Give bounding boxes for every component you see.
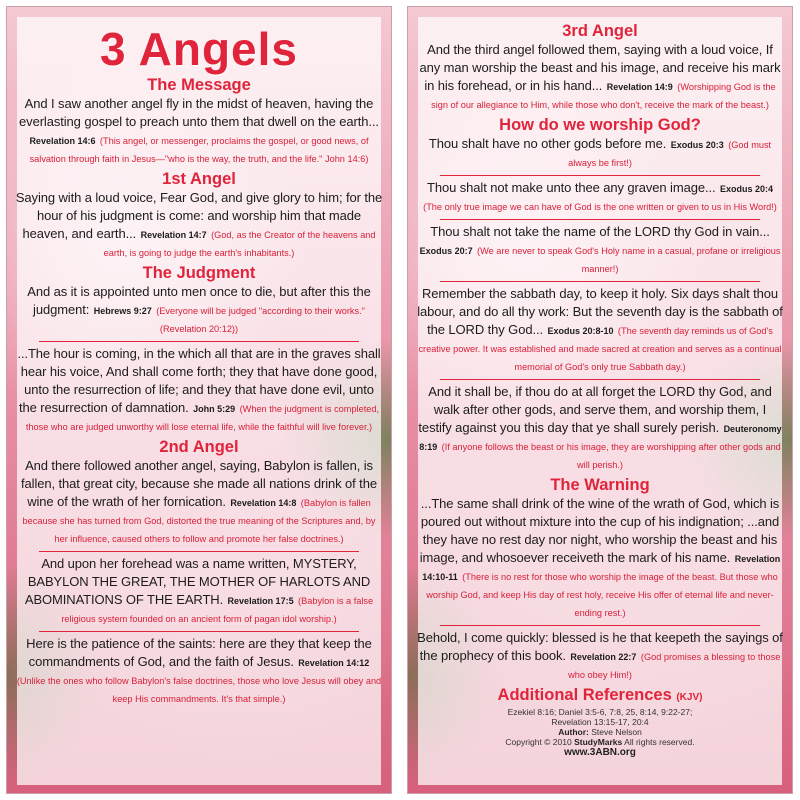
verse-reference: Revelation 14:12 <box>298 658 370 668</box>
author-line <box>416 727 784 737</box>
left-content <box>7 17 391 707</box>
verse-text: Thou shalt not take the name of the LORD thy God in vain... <box>430 224 770 239</box>
section-angel-1 <box>15 189 383 261</box>
copyright-text: Copyright © 2010 <box>505 737 572 747</box>
references-title: Additional References <box>497 686 672 704</box>
verse-reference: Revelation 14:7 <box>140 230 207 240</box>
kjv-label: (KJV) <box>676 692 703 703</box>
divider <box>440 625 760 626</box>
verse-reference: Revelation 14:10-11 <box>422 554 781 582</box>
brand-name: StudyMarks <box>574 737 623 747</box>
commentary-note: (Babylon is a false religious system founded on an ancient form of pagan idol worship.) <box>61 596 374 624</box>
commentary-note: (Babylon is fallen because she has turned from God, distorted the true meaning of the Scriptures and, by her influence, caused others to follow and promote her false doctrines.) <box>22 498 376 544</box>
bookmark-left <box>6 6 392 794</box>
copyright-line <box>416 737 784 747</box>
verse-reference: John 5:29 <box>193 404 236 414</box>
commentary-note: (The only true image we can have of God is the one written or given to us in His Word!) <box>423 202 777 212</box>
verse-reference: Revelation 22:7 <box>570 652 637 662</box>
commentary-note: (God must always be first!) <box>568 140 772 168</box>
commentary-note: (God promises a blessing to those who obey Him!) <box>568 652 781 680</box>
section-worship-1 <box>416 135 784 171</box>
verse-reference: Hebrews 9:27 <box>93 306 152 316</box>
verse-text: And I saw another angel fly in the midst of heaven, having the everlasting gospel to preach unto them that dwell on the earth... <box>19 96 379 129</box>
section-angel-2c <box>15 635 383 707</box>
references-list <box>416 707 784 747</box>
verse-reference: Revelation 17:5 <box>227 596 294 606</box>
commentary-note: (Worshipping God is the sign of our allegiance to Him, while those who don't, receive the mark of the beast.) <box>431 82 776 110</box>
section-angel-2b <box>15 555 383 627</box>
heading-worship: How do we worship God? <box>499 116 701 134</box>
verse-text: Saying with a loud voice, Fear God, and give glory to him; for the hour of his judgment is come: and worship him that made heaven, and earth... <box>15 190 383 241</box>
commentary-note: (There is no rest for those who worship the image of the beast. But those who worship God, and keep His day of rest holy, receive His offer of eternal life and never-ending rest.) <box>426 572 778 618</box>
commentary-note: (When the judgment is completed, those who are judged unworthy will lose eternal life, while the faithful will live forever.) <box>25 404 380 432</box>
divider <box>39 551 359 552</box>
section-message <box>15 95 383 167</box>
verse-text: ...The same shall drink of the wine of the wrath of God, which is poured out without mixture into the cup of his indignation; ...and they have no rest day nor night, who worship the beast and his image, and whosoever receiveth the mark of his name. <box>419 496 780 565</box>
verse-text: Thou shalt have no other gods before me. <box>428 136 667 151</box>
heading-angel-2: 2nd Angel <box>159 438 239 456</box>
commentary-note: (The seventh day reminds us of God's creative power. It was established and made sacred at creation and serves as a continual memorial of God's only true Sabbath day.) <box>418 326 782 372</box>
commentary-note: (We are never to speak God's Holy name in a casual, profane or irreligious manner!) <box>477 246 781 274</box>
verse-text: And upon her forehead was a name written, MYSTERY, BABYLON THE GREAT, THE MOTHER OF HARLOTS AND ABOMINATIONS OF THE EARTH. <box>24 556 371 607</box>
divider <box>39 631 359 632</box>
verse-reference: Revelation 14:8 <box>230 498 297 508</box>
section-angel-2 <box>15 457 383 547</box>
rights-text: All rights reserved. <box>624 737 695 747</box>
section-worship-3 <box>416 223 784 277</box>
references-line: Revelation 13:15-17, 20:4 <box>551 717 649 727</box>
section-warning <box>416 495 784 621</box>
verse-reference: Exodus 20:4 <box>719 184 773 194</box>
verse-reference: Exodus 20:3 <box>670 140 724 150</box>
divider <box>440 281 760 282</box>
verse-reference: Exodus 20:8-10 <box>547 326 614 336</box>
section-worship-4 <box>416 285 784 375</box>
commentary-note: (This angel, or messenger, proclaims the gospel, or good news, of salvation through faith in Jesus—"who is the way, the truth, and the life." John 14:6) <box>29 136 369 164</box>
verse-text: And there followed another angel, saying, Babylon is fallen, is fallen, that great city, because she made all nations drink of the wine of the wrath of her fornication. <box>21 458 377 509</box>
divider <box>440 219 760 220</box>
commentary-note: (If anyone follows the beast or his image, they are worshipping after other gods and will perish.) <box>441 442 781 470</box>
heading-additional-references <box>416 686 784 707</box>
commentary-note: (Unlike the ones who follow Babylon's false doctrines, those who love Jesus will obey and keep His commandments. It's that simple.) <box>16 676 382 704</box>
verse-text: And the third angel followed them, saying with a loud voice, If any man worship the beast and his image, and receive his mark in his forehead, or in his hand... <box>419 42 781 93</box>
bookmark-right <box>407 6 793 794</box>
section-worship-2 <box>416 179 784 215</box>
verse-text: ...The hour is coming, in the which all that are in the graves shall hear his voice, And shall come forth; they that have done good, unto the resurrection of life; and they that have done evil, unto the resurrection of damnation. <box>17 346 381 415</box>
heading-judgment: The Judgment <box>142 264 256 282</box>
section-worship-5 <box>416 383 784 473</box>
author-name: Steve Nelson <box>591 727 642 737</box>
verse-reference: Deuteronomy 8:19 <box>419 424 782 452</box>
commentary-note: (God, as the Creator of the heavens and earth, is going to judge the earth's inhabitants.) <box>103 230 376 258</box>
author-label: Author: <box>558 727 589 737</box>
references-line: Ezekiel 8:16; Daniel 3:5-6, 7:8, 25, 8:14, 9:22-27; <box>507 707 693 717</box>
section-judgment <box>15 283 383 337</box>
verse-reference: Revelation 14:6 <box>29 136 96 146</box>
divider <box>440 379 760 380</box>
verse-text: And it shall be, if thou do at all forget the LORD thy God, and walk after other gods, and serve them, and worship them, I testify against you this day that ye shall surely perish. <box>418 384 772 435</box>
heading-angel-3: 3rd Angel <box>562 22 638 40</box>
section-warning-2 <box>416 629 784 683</box>
divider <box>39 341 359 342</box>
section-angel-3 <box>416 41 784 113</box>
heading-message: The Message <box>147 76 251 94</box>
commentary-note: (Everyone will be judged "according to their works." (Revelation 20:12)) <box>156 306 365 334</box>
verse-text: Remember the sabbath day, to keep it holy. Six days shalt thou labour, and do all thy work: But the seventh day is the sabbath of the LORD thy God... <box>417 286 783 337</box>
heading-warning: The Warning <box>550 476 650 494</box>
verse-reference: Exodus 20:7 <box>419 246 473 256</box>
section-judgment-2 <box>15 345 383 435</box>
right-content <box>408 19 792 758</box>
page-title: 3 Angels <box>99 23 299 75</box>
verse-text: Behold, I come quickly: blessed is he that keepeth the sayings of the prophecy of this book. <box>417 630 783 663</box>
verse-text: Thou shalt not make unto thee any graven image... <box>427 180 716 195</box>
website-link[interactable]: www.3ABN.org <box>564 747 636 758</box>
divider <box>440 175 760 176</box>
verse-text: Here is the patience of the saints: here are they that keep the commandments of God, and the faith of Jesus. <box>26 636 372 669</box>
heading-angel-1: 1st Angel <box>162 170 236 188</box>
verse-text: And as it is appointed unto men once to die, but after this the judgment: <box>27 284 371 317</box>
verse-reference: Revelation 14:9 <box>606 82 673 92</box>
